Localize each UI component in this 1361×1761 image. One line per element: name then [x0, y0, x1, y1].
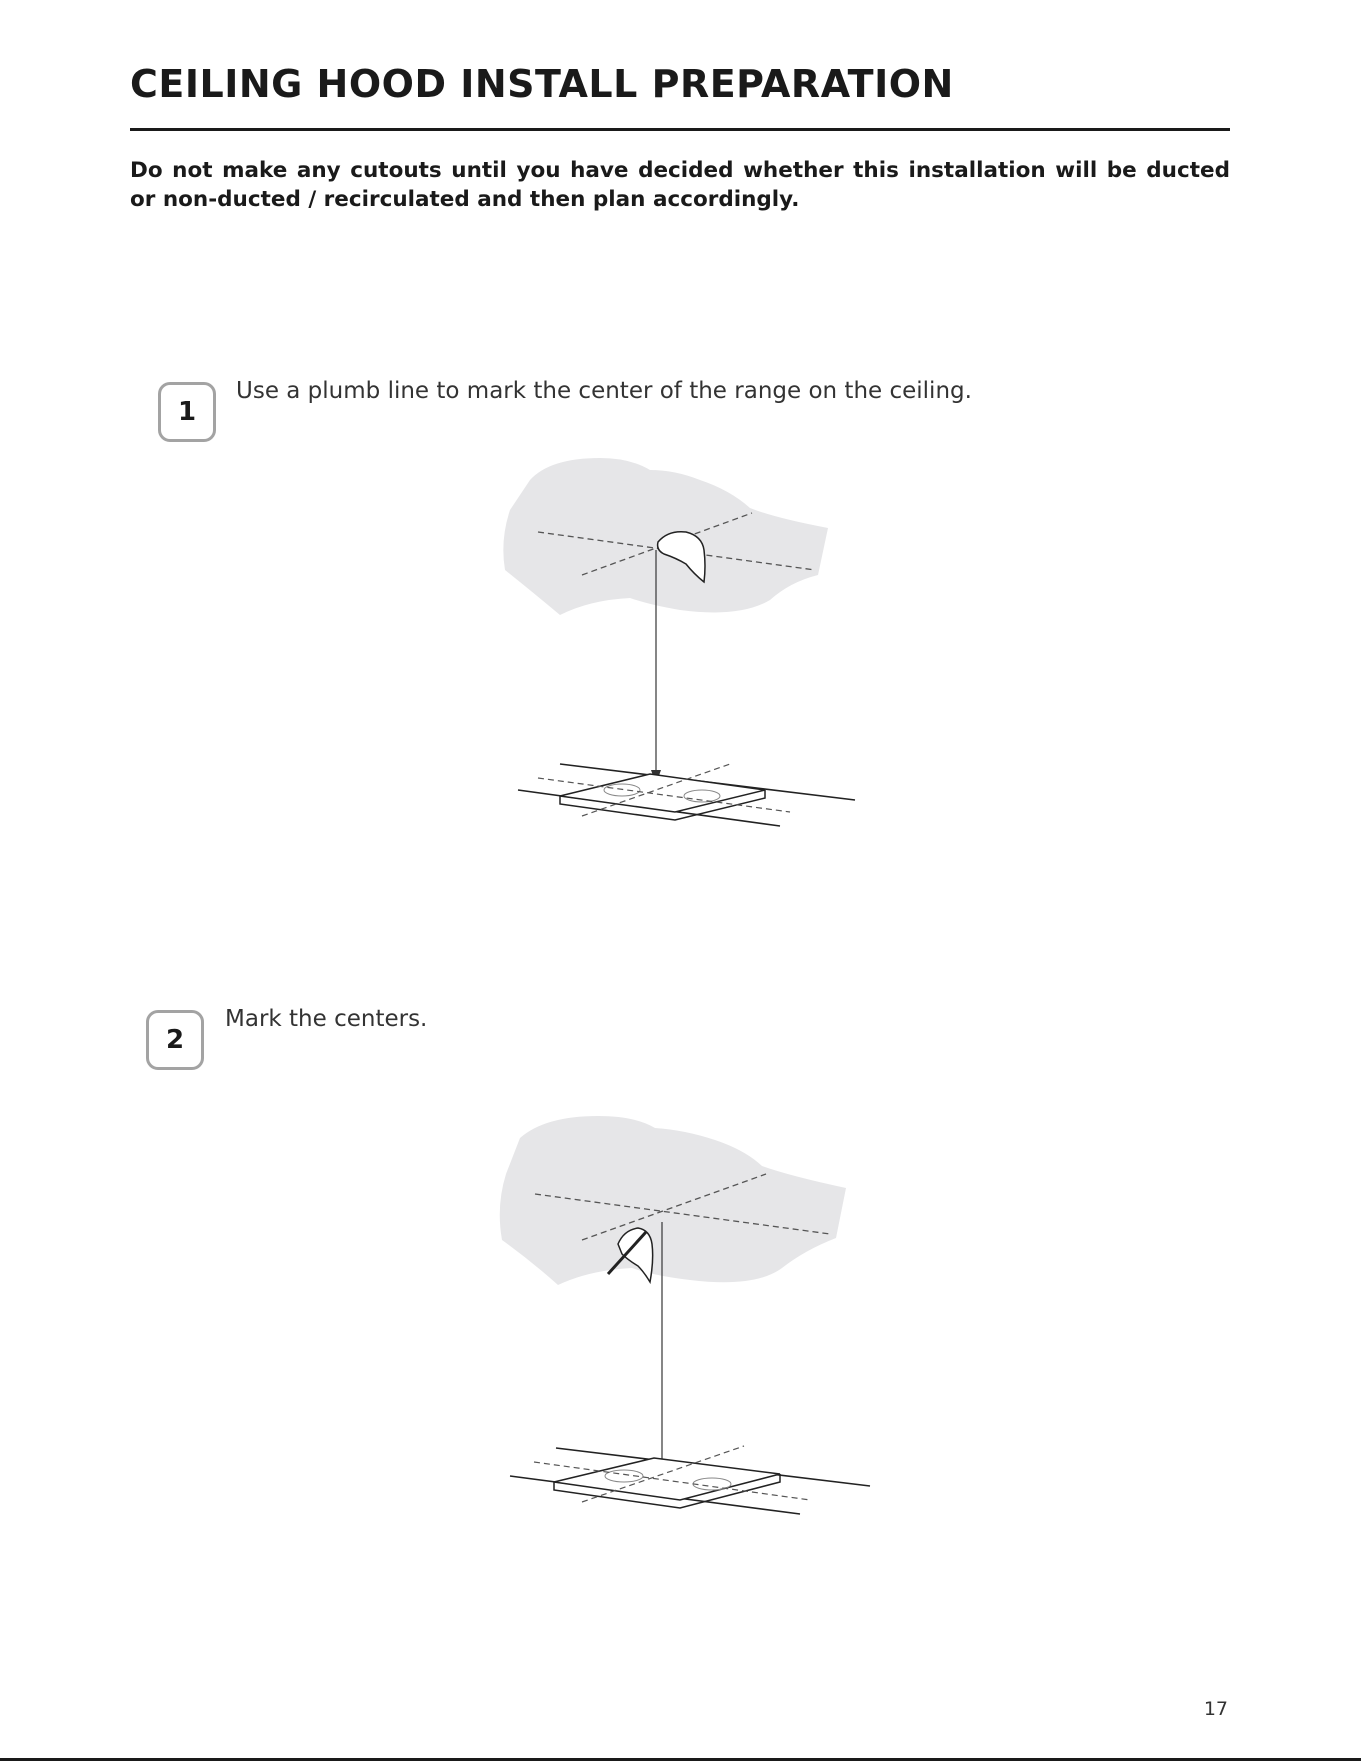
ceiling-shape [500, 1116, 846, 1285]
step-2-badge [146, 1010, 204, 1070]
step-2-text: Mark the centers. [225, 1006, 428, 1032]
plumb-line-illustration [490, 450, 870, 830]
page-title: CEILING HOOD INSTALL PREPARATION [130, 62, 954, 106]
step-1-number: 1 [177, 397, 197, 427]
cooktop-shape [554, 1458, 780, 1500]
step-2-number: 2 [165, 1025, 185, 1055]
page-number: 17 [1203, 1698, 1228, 1720]
intro-warning: Do not make any cutouts until you have decided whether this installation will be ducted or non-ducted / recirculated and then plan accordingly. [130, 158, 1230, 212]
mark-centers-illustration [490, 1110, 880, 1522]
step-1-text: Use a plumb line to mark the center of the range on the ceiling. [236, 378, 972, 404]
title-divider [130, 128, 1230, 131]
step-1-badge [158, 382, 216, 442]
cooktop-shape [560, 774, 765, 812]
